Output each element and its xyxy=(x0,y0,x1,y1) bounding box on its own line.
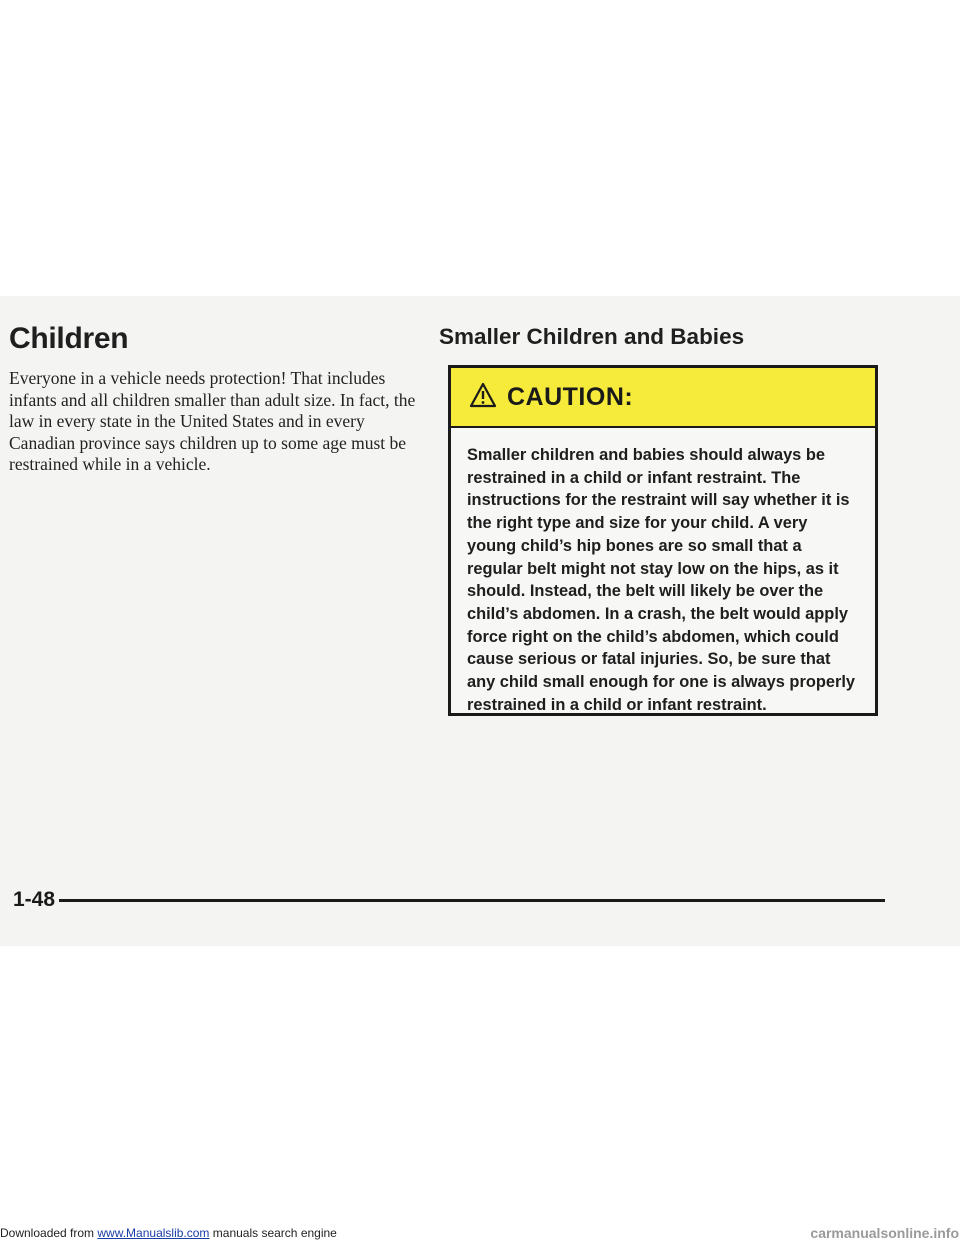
right-column xyxy=(439,323,884,351)
caution-box xyxy=(448,365,878,716)
carmanualsonline-brand: carmanualsonline.info xyxy=(810,1225,959,1241)
caution-text: Smaller children and babies should always be restrained in a child or infant restraint. The instructions for the restraint will say whether it is the right type and size for your child. A very young child’s hip bones are so small that a regular belt might not stay low on the hips, as it should. Instead, the belt will likely be over the child’s abdomen. In a crash, the belt would apply force right on the child’s abdomen, which could cause serious or fatal injuries. So, be sure that any child small enough for one is always properly restrained in a child or infant restraint. xyxy=(467,446,856,714)
page-footer xyxy=(13,885,885,915)
left-column xyxy=(9,322,419,476)
page-number: 1-48 xyxy=(13,888,56,911)
download-suffix: manuals search engine xyxy=(209,1226,337,1240)
caution-banner xyxy=(451,368,875,428)
section-heading-children: Children xyxy=(9,322,129,355)
manualslib-link[interactable]: www.Manualslib.com xyxy=(97,1226,210,1240)
footer-rule xyxy=(59,899,885,902)
warning-triangle-icon xyxy=(469,382,507,413)
download-credit xyxy=(0,1224,337,1242)
download-prefix: Downloaded from xyxy=(0,1226,98,1240)
download-watermark-bar xyxy=(0,1224,960,1242)
caution-title: CAUTION: xyxy=(507,382,634,411)
section-heading-smaller-children: Smaller Children and Babies xyxy=(439,324,745,349)
children-paragraph: Everyone in a vehicle needs protection! That includes infants and all children smaller than adult size. In fact, the law in every state in the United States and in every Canadian province says children up to some age must be restrained while in a vehicle. xyxy=(9,368,416,475)
